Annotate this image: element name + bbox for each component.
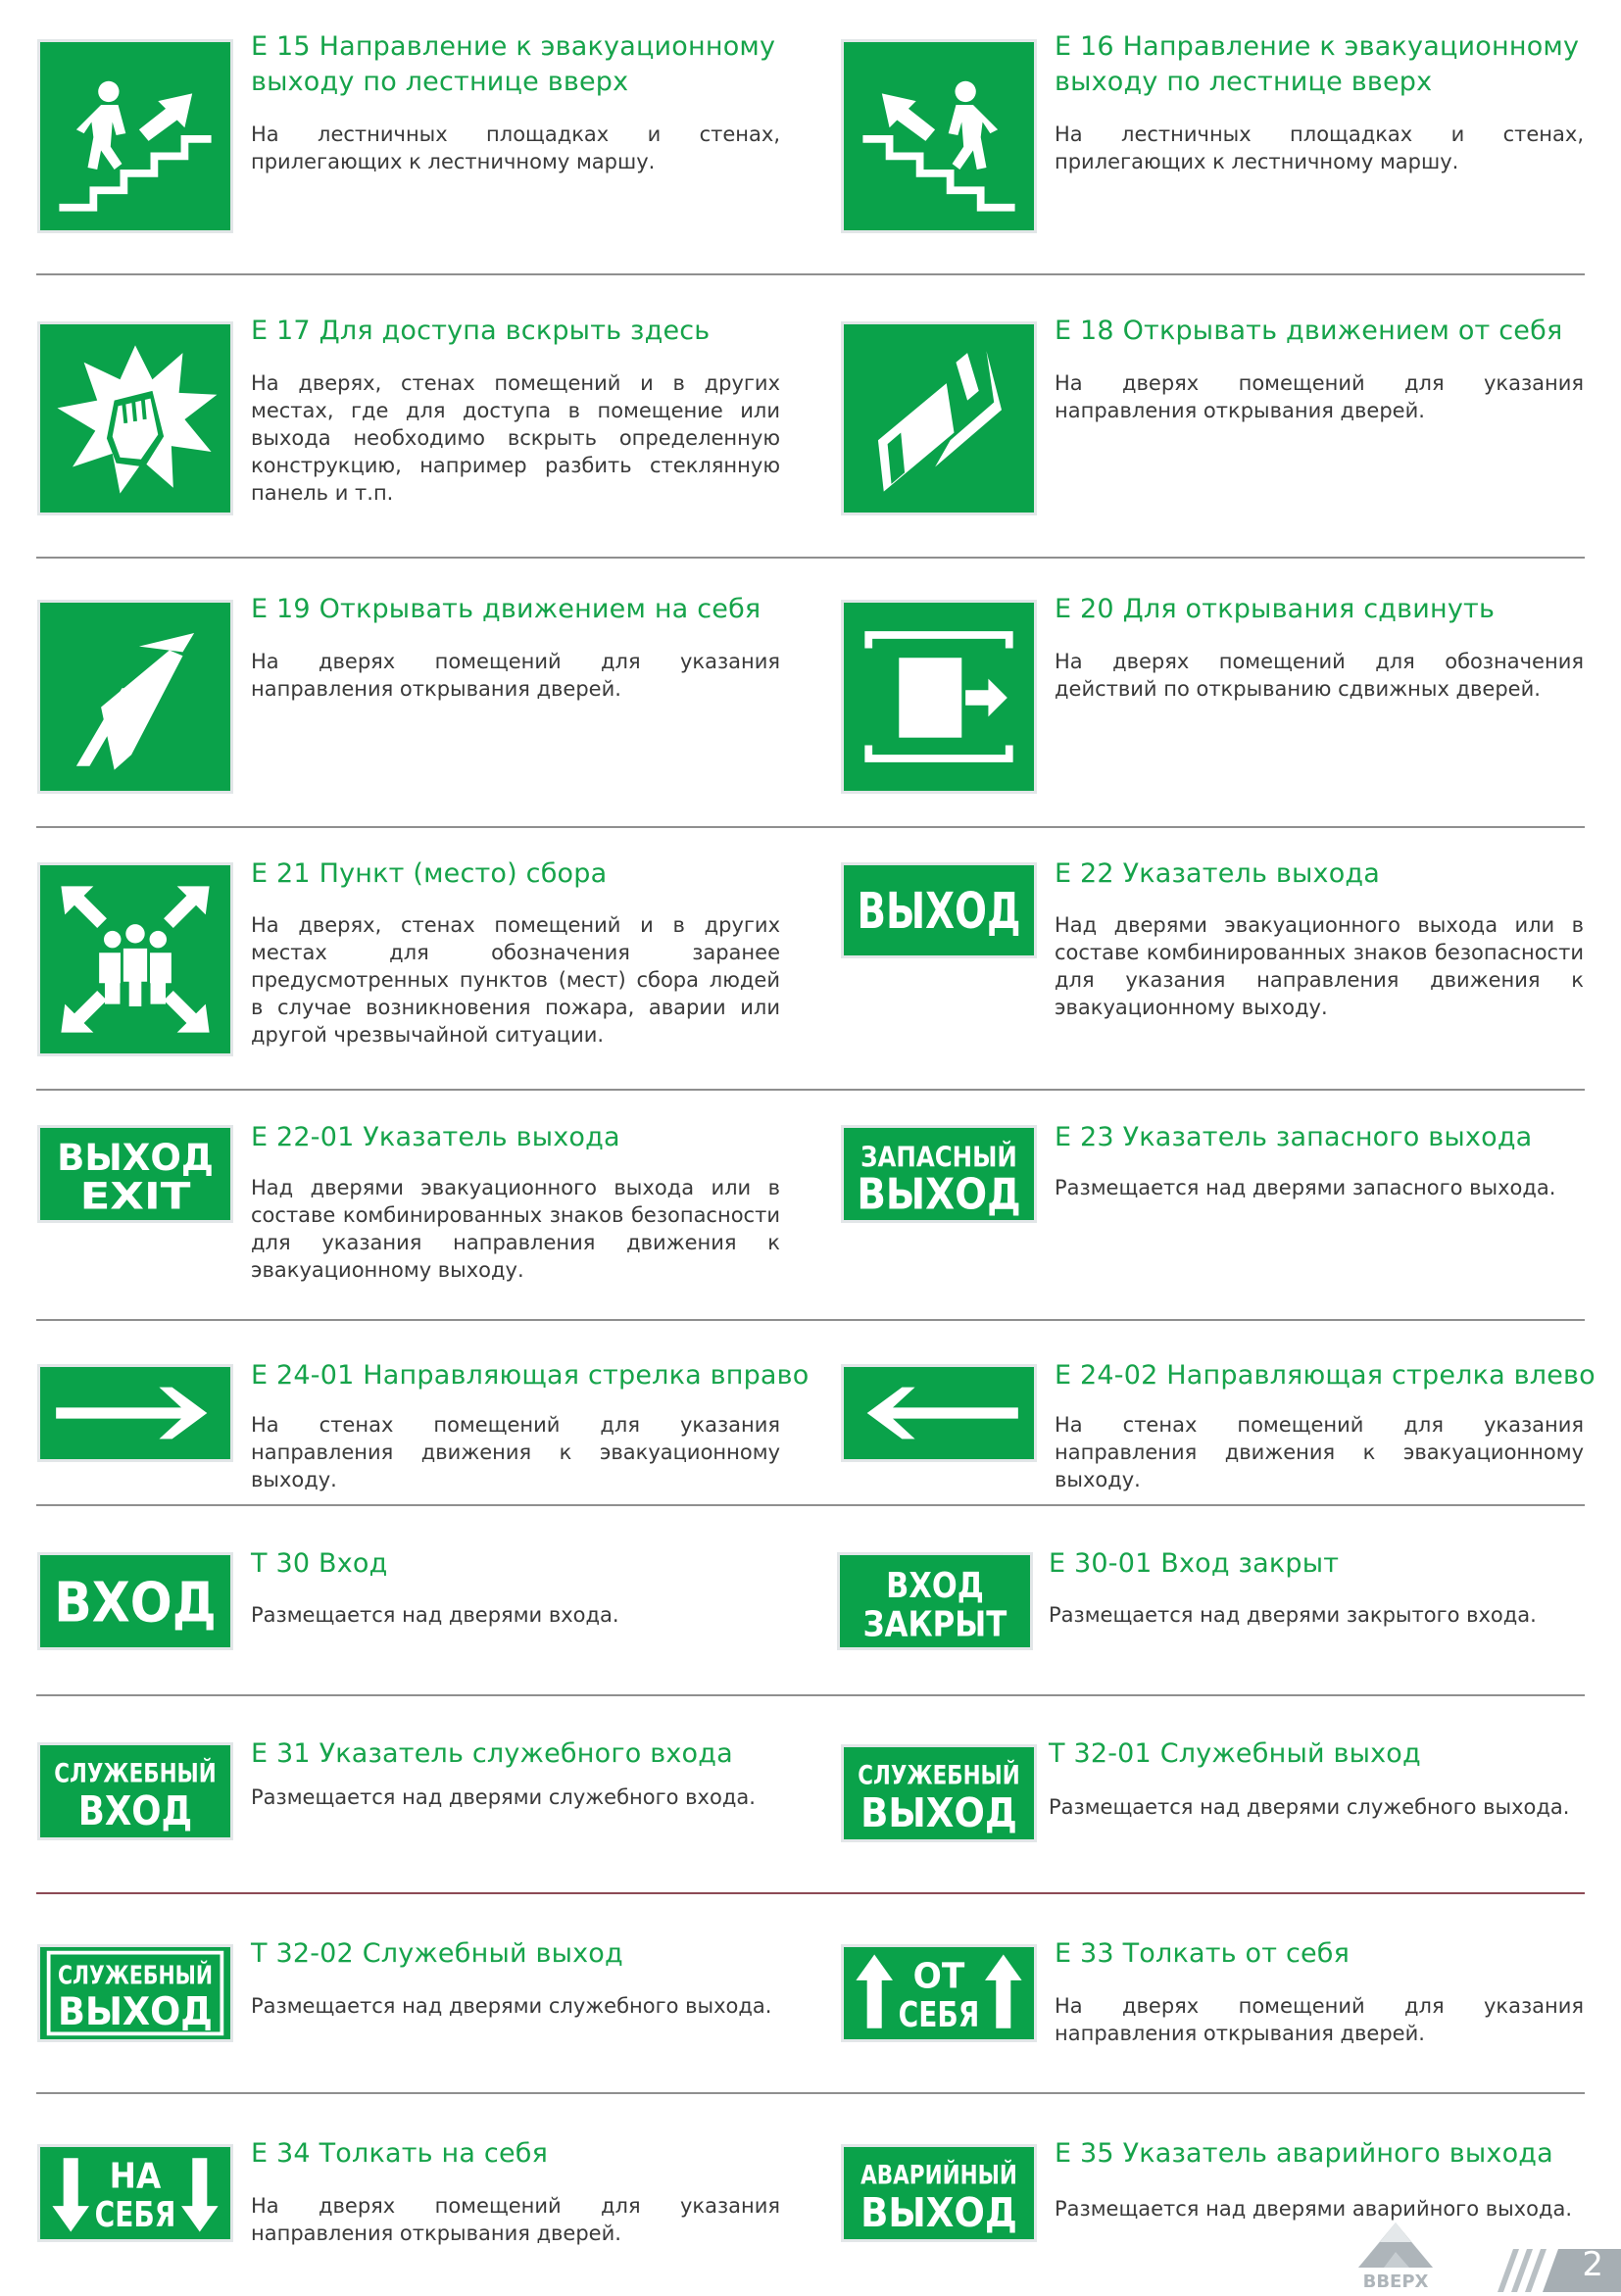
item-title: E 33 Толкать от себя [1055, 1938, 1351, 1969]
item-title: E 31 Указатель служебного входа [251, 1738, 733, 1769]
divider [36, 1089, 1585, 1091]
svg-text:ВЫХОД: ВЫХОД [57, 1136, 214, 1180]
break-glass-icon [40, 324, 230, 513]
svg-text:ВХОД: ВХОД [886, 1566, 984, 1607]
svg-text:ВЫХОД: ВЫХОД [58, 1988, 213, 2034]
page-number-badge [1488, 2222, 1621, 2292]
sign-e23 [841, 1125, 1042, 1223]
item-title: E 20 Для открывания сдвинуть [1055, 594, 1496, 624]
item-title: T 30 Вход [251, 1548, 388, 1579]
item-title-line2: выходу по лестнице вверх [251, 67, 629, 97]
sign-t32-02 [37, 1944, 233, 2042]
sign-t32-01 [841, 1744, 1057, 1842]
svg-text:ВВЕРХ: ВВЕРХ [1362, 2272, 1429, 2292]
sign-e34 [37, 2144, 233, 2242]
push-door-icon [844, 324, 1034, 513]
item-description: На дверях, стенах помещений и в других местах для обозначения заранее предусмотренных пунктов (мест) сбора людей в случае возникновения пожара, аварии или другой чрезвычайной ситуации. [251, 913, 780, 1047]
item-title: T 32-01 Служебный выход [1049, 1738, 1421, 1769]
sign-e21 [37, 862, 233, 1056]
exit-sign-text [844, 865, 1034, 955]
divider [36, 557, 1585, 559]
item-description: На стенах помещений для указания направления движения к эвакуационному выходу. [251, 1413, 780, 1491]
pull-sign [40, 2147, 230, 2239]
pull-door-icon [40, 603, 230, 791]
sign-e16 [841, 39, 1037, 233]
item-description: Размещается над дверями служебного входа. [251, 1785, 756, 1809]
svg-text:EXIT: EXIT [79, 1174, 191, 1218]
sign-e35 [841, 2144, 1053, 2242]
item-description: Размещается над дверями служебного выхода. [251, 1994, 772, 2018]
sign-e15 [37, 39, 233, 233]
sign-e31 [37, 1742, 254, 1840]
item-description: На лестничных площадках и стенах, прилегающих к лестничному маршу. [251, 122, 780, 173]
svg-text:СЛУЖЕБНЫЙ: СЛУЖЕБНЫЙ [58, 1960, 213, 1990]
item-title: E 34 Толкать на себя [251, 2138, 549, 2169]
entrance-sign-text [40, 1555, 230, 1647]
item-title: E 19 Открывать движением на себя [251, 594, 761, 624]
slide-door-icon [844, 603, 1034, 791]
svg-text:ВЫХОД: ВЫХОД [857, 881, 1021, 940]
page-number: 2 [1582, 2245, 1603, 2284]
item-description: На дверях, стенах помещений и в других местах, где для доступа в помещение или выхода необходимо вскрыть определенную конструкцию, например разбить стеклянную панель и т.п. [251, 371, 780, 505]
item-title: E 21 Пункт (место) сбора [251, 858, 608, 889]
item-description: Над дверями эвакуационного выхода или в составе комбинированных знаков безопасности для указания направления движения к эвакуационному выходу. [1055, 913, 1584, 1019]
svg-text:ВХОД: ВХОД [77, 1786, 193, 1834]
svg-text:СЛУЖЕБНЫЙ: СЛУЖЕБНЫЙ [858, 1761, 1057, 1791]
item-description: На дверях помещений для указания направления открывания дверей. [251, 650, 780, 701]
item-description: На лестничных площадках и стенах, прилегающих к лестничному маршу. [1055, 122, 1584, 173]
sign-e24-02 [841, 1364, 1037, 1462]
item-title: E 24-02 Направляющая стрелка влево [1055, 1360, 1596, 1391]
arrow-down-icon [52, 2158, 89, 2231]
item-title: E 22 Указатель выхода [1055, 858, 1381, 889]
sign-e17 [37, 321, 233, 515]
sign-e33 [841, 1944, 1037, 2042]
item-title: E 15 Направление к эвакуационному [251, 31, 776, 62]
svg-text:ВЫХОД: ВЫХОД [860, 2188, 1017, 2236]
divider [36, 2092, 1585, 2094]
svg-text:ЗАПАСНЫЙ: ЗАПАСНЫЙ [860, 1141, 1042, 1174]
item-description: На стенах помещений для указания направления движения к эвакуационному выходу. [1055, 1413, 1584, 1491]
item-title-line2: выходу по лестнице вверх [1055, 67, 1433, 97]
sign-e22 [841, 862, 1037, 958]
svg-text:НА: НА [109, 2156, 162, 2197]
svg-text:ВЫХОД: ВЫХОД [860, 1788, 1017, 1836]
push-sign [844, 1947, 1034, 2039]
item-title: E 23 Указатель запасного выхода [1055, 1122, 1533, 1152]
arrow-up-icon [856, 1955, 893, 2028]
sign-e30-01 [837, 1552, 1033, 1650]
sign-e19 [37, 600, 233, 794]
sign-e18 [841, 321, 1037, 515]
stairs-up-right-icon [40, 42, 230, 230]
item-description: Размещается над дверями аварийного выхода. [1055, 2197, 1573, 2221]
item-description: Над дверями эвакуационного выхода или в составе комбинированных знаков безопасности для указания направления движения к эвакуационному выходу. [251, 1176, 780, 1282]
svg-text:АВАРИЙНЫЙ: АВАРИЙНЫЙ [860, 2161, 1053, 2191]
divider [36, 1319, 1585, 1321]
service-exit-sign-text [844, 1747, 1057, 1839]
item-title: E 18 Открывать движением от себя [1055, 316, 1563, 346]
item-description: На дверях помещений для указания направления открывания дверей. [1055, 1994, 1584, 2045]
sign-e24-01 [37, 1364, 233, 1462]
arrow-right-icon [40, 1367, 230, 1459]
item-description: Размещается над дверями входа. [251, 1603, 619, 1627]
item-title: E 22-01 Указатель выхода [251, 1122, 620, 1152]
company-logo [1351, 2219, 1441, 2292]
item-description: На дверях помещений для указания направления открывания дверей. [1055, 371, 1584, 422]
item-description: Размещается над дверями закрытого входа. [1049, 1603, 1537, 1627]
item-description: На дверях помещений для обозначения действий по открыванию сдвижных дверей. [1055, 650, 1584, 701]
svg-text:ВЫХОД: ВЫХОД [857, 1170, 1021, 1220]
divider [36, 826, 1585, 828]
exit-sign-text [40, 1128, 230, 1220]
sign-t30 [37, 1552, 233, 1650]
stairs-up-left-icon [844, 42, 1034, 230]
svg-text:СЛУЖЕБНЫЙ: СЛУЖЕБНЫЙ [54, 1759, 254, 1789]
arrow-left-icon [844, 1367, 1034, 1459]
item-title: E 17 Для доступа вскрыть здесь [251, 316, 711, 346]
svg-text:ВХОД: ВХОД [54, 1571, 217, 1636]
item-title: E 30-01 Вход закрыт [1049, 1548, 1340, 1579]
svg-text:ОТ: ОТ [912, 1956, 965, 1997]
item-title: E 35 Указатель аварийного выхода [1055, 2138, 1553, 2169]
item-description: На дверях помещений для указания направления открывания дверей. [251, 2194, 780, 2245]
sign-e20 [841, 600, 1037, 794]
mountain-logo-icon [1351, 2219, 1441, 2292]
divider [36, 1892, 1585, 1894]
svg-text:ЗАКРЫТ: ЗАКРЫТ [862, 1604, 1007, 1645]
item-title: E 16 Направление к эвакуационному [1055, 31, 1580, 62]
entrance-closed-sign-text [840, 1555, 1030, 1647]
item-description: Размещается над дверями запасного выхода. [1055, 1176, 1556, 1199]
svg-text:СЕБЯ: СЕБЯ [94, 2194, 176, 2235]
service-entrance-sign-text [40, 1745, 254, 1837]
item-title: T 32-02 Служебный выход [251, 1938, 623, 1969]
item-title: E 24-01 Направляющая стрелка вправо [251, 1360, 810, 1391]
exit-sign-text [844, 1128, 1042, 1220]
item-description: Размещается над дверями служебного выхода. [1049, 1795, 1570, 1819]
sign-e22-01 [37, 1125, 233, 1223]
service-exit-sign-text [40, 1947, 230, 2039]
svg-text:СЕБЯ: СЕБЯ [898, 1994, 980, 2035]
divider [36, 1504, 1585, 1506]
arrow-up-icon [985, 1955, 1022, 2028]
assembly-point-icon [40, 865, 230, 1053]
arrow-down-icon [181, 2158, 219, 2231]
divider [36, 273, 1585, 275]
emergency-exit-sign-text [844, 2147, 1053, 2239]
divider [36, 1694, 1585, 1696]
